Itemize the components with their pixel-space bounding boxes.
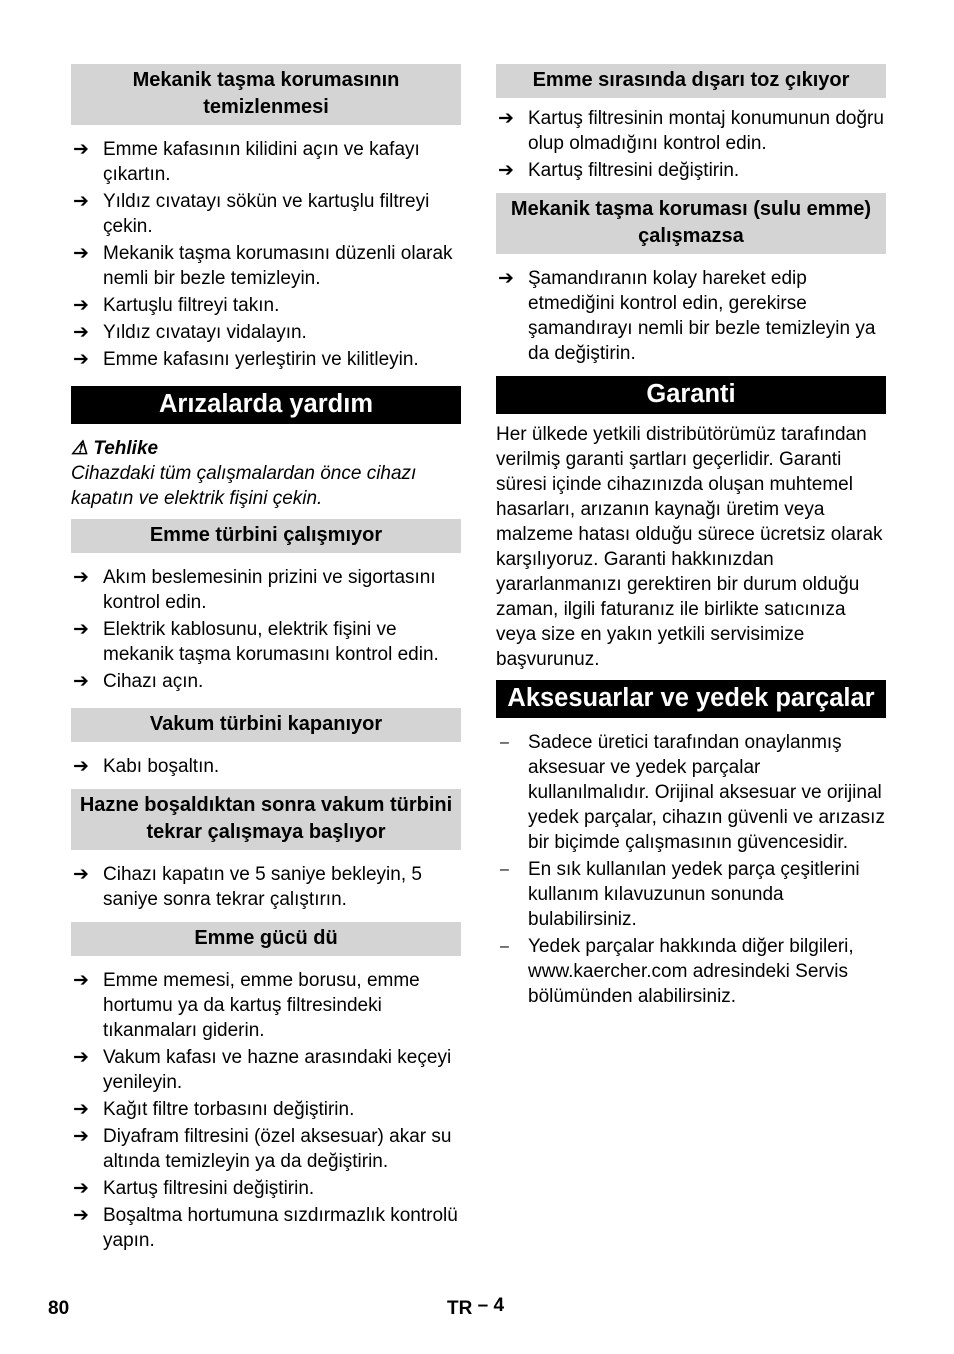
arrow-bullet-icon: ➔ xyxy=(498,160,514,181)
arrow-bullet-icon: ➔ xyxy=(498,268,514,289)
list-item-text: Kartuş filtresinin montaj konumunun doğru olup olmadığını kontrol edin. xyxy=(528,108,884,154)
list-item xyxy=(496,158,886,183)
list-item xyxy=(71,241,461,291)
list-item xyxy=(71,1176,461,1201)
list-item xyxy=(496,934,886,1009)
arrow-bullet-icon: ➔ xyxy=(498,108,514,129)
chapter-heading: Arızalarda yardım xyxy=(71,386,461,424)
list-item-text: Kabı boşaltın. xyxy=(103,756,220,777)
footer-section-number: – 4 xyxy=(477,1295,505,1316)
list-item xyxy=(71,565,461,615)
instruction-list xyxy=(71,754,461,779)
list-item-text: Cihazı açın. xyxy=(103,671,204,692)
dash-bullet-icon: – xyxy=(500,734,509,751)
warning-label: Tehlike xyxy=(93,438,159,459)
list-item-text: Boşaltma hortumuna sızdırmazlık kontrolü yapın. xyxy=(103,1205,458,1251)
list-item xyxy=(71,137,461,187)
dash-bullet-icon: – xyxy=(500,938,509,955)
list-item xyxy=(71,754,461,779)
list-item xyxy=(496,106,886,156)
warning-block xyxy=(71,436,461,511)
arrow-bullet-icon: ➔ xyxy=(73,567,89,588)
section-heading: Emme gücü dü xyxy=(71,922,461,956)
list-item-text: Yedek parçalar hakkında diğer bilgileri, www.kaercher.com adresindeki Servis bölümünden alabilirsiniz. xyxy=(528,936,854,1007)
list-item-text: Elektrik kablosunu, elektrik fişini ve mekanik taşma korumasını kontrol edin. xyxy=(103,619,439,665)
list-item xyxy=(496,730,886,855)
list-item xyxy=(71,617,461,667)
list-item-text: Akım beslemesinin prizini ve sigortasını kontrol edin. xyxy=(103,567,436,613)
list-item xyxy=(71,1097,461,1122)
section-heading: Vakum türbini kapanıyor xyxy=(71,708,461,742)
chapter-heading: Garanti xyxy=(496,376,886,414)
arrow-bullet-icon: ➔ xyxy=(73,139,89,160)
list-item-text: Kartuş filtresini değiştirin. xyxy=(528,160,740,181)
list-item xyxy=(71,968,461,1043)
list-item xyxy=(71,862,461,912)
arrow-bullet-icon: ➔ xyxy=(73,671,89,692)
list-item xyxy=(71,1124,461,1174)
arrow-bullet-icon: ➔ xyxy=(73,619,89,640)
list-item xyxy=(71,1045,461,1095)
list-item xyxy=(496,266,886,366)
list-item-text: En sık kullanılan yedek parça çeşitlerini kullanım kılavuzunun sonunda bulabilirsiniz. xyxy=(528,859,860,930)
list-item xyxy=(71,347,461,372)
arrow-bullet-icon: ➔ xyxy=(73,970,89,991)
warning-triangle-icon: ⚠ xyxy=(71,438,89,459)
list-item-text: Emme kafasının kilidini açın ve kafayı çıkartın. xyxy=(103,139,420,185)
warning-text: Cihazdaki tüm çalışmalardan önce cihazı kapatın ve elektrik fişini çekin. xyxy=(71,463,417,509)
section-heading: Mekanik taşma korumasının temizlenmesi xyxy=(71,64,461,125)
list-item-text: Sadece üretici tarafından onaylanmış aksesuar ve yedek parçalar kullanılmalıdır. Orijinal aksesuar ve orijinal yedek parçalar, cihazın güvenli ve arızasız bir biçimde çalışmasının güvencesidir. xyxy=(528,732,885,853)
instruction-list xyxy=(71,137,461,372)
list-item xyxy=(71,293,461,318)
list-item-text: Kartuş filtresini değiştirin. xyxy=(103,1178,315,1199)
footer-lang: TR xyxy=(447,1298,473,1319)
list-item xyxy=(496,857,886,932)
arrow-bullet-icon: ➔ xyxy=(73,1099,89,1120)
dash-bullet-icon: – xyxy=(500,861,509,878)
page-number: 80 xyxy=(48,1298,70,1319)
list-item-text: Yıldız cıvatayı sökün ve kartuşlu filtreyi çekin. xyxy=(103,191,430,237)
arrow-bullet-icon: ➔ xyxy=(73,243,89,264)
arrow-bullet-icon: ➔ xyxy=(73,191,89,212)
list-item-text: Mekanik taşma korumasını düzenli olarak nemli bir bezle temizleyin. xyxy=(103,243,453,289)
section-heading: Mekanik taşma koruması (sulu emme) çalışmazsa xyxy=(496,193,886,254)
instruction-list xyxy=(496,106,886,183)
chapter-heading: Aksesuarlar ve yedek parçalar xyxy=(496,680,886,718)
arrow-bullet-icon: ➔ xyxy=(73,322,89,343)
right-column xyxy=(496,64,886,1011)
list-item-text: Diyafram filtresini (özel aksesuar) akar su altında temizleyin ya da değiştirin. xyxy=(103,1126,452,1172)
arrow-bullet-icon: ➔ xyxy=(73,1047,89,1068)
left-column xyxy=(71,64,461,1255)
list-item xyxy=(71,1203,461,1253)
list-item-text: Kağıt filtre torbasını değiştirin. xyxy=(103,1099,355,1120)
instruction-list xyxy=(71,968,461,1253)
arrow-bullet-icon: ➔ xyxy=(73,1205,89,1226)
list-item-text: Emme memesi, emme borusu, emme hortumu ya da kartuş filtresindeki tıkanmaları giderin. xyxy=(103,970,420,1041)
list-item xyxy=(71,189,461,239)
list-item-text: Vakum kafası ve hazne arasındaki keçeyi yenileyin. xyxy=(103,1047,452,1093)
arrow-bullet-icon: ➔ xyxy=(73,1126,89,1147)
arrow-bullet-icon: ➔ xyxy=(73,756,89,777)
instruction-list xyxy=(71,565,461,694)
warranty-paragraph: Her ülkede yetkili distribütörümüz tarafından verilmiş garanti şartları geçerlidir. Garanti süresi içinde cihazınızda oluşan muhtemel hasarları, arızanın kaynağı üretim veya malzeme hatası olduğu sürece ücretsiz olarak karşılıyoruz. Garanti hakkınızdan yararlanmanızı gerektiren bir durum olduğu zaman, ilgili faturanız ile birlikte satıcınıza veya size en yakın yetkili servisimize başvurunuz. xyxy=(496,424,883,670)
section-heading: Emme sırasında dışarı toz çıkıyor xyxy=(496,64,886,98)
list-item xyxy=(71,320,461,345)
arrow-bullet-icon: ➔ xyxy=(73,295,89,316)
list-item-text: Emme kafasını yerleştirin ve kilitleyin. xyxy=(103,349,419,370)
list-item-text: Şamandıranın kolay hareket edip etmediğini kontrol edin, gerekirse şamandırayı nemli bir bezle temizleyin ya da değiştirin. xyxy=(528,268,876,364)
section-heading: Emme türbini çalışmıyor xyxy=(71,519,461,553)
arrow-bullet-icon: ➔ xyxy=(73,349,89,370)
arrow-bullet-icon: ➔ xyxy=(73,1178,89,1199)
footer-section xyxy=(447,1295,505,1320)
list-item-text: Yıldız cıvatayı vidalayın. xyxy=(103,322,307,343)
section-heading: Hazne boşaldıktan sonra vakum türbini tekrar çalışmaya başlıyor xyxy=(71,789,461,850)
arrow-bullet-icon: ➔ xyxy=(73,864,89,885)
list-item-text: Cihazı kapatın ve 5 saniye bekleyin, 5 saniye sonra tekrar çalıştırın. xyxy=(103,864,422,910)
instruction-list xyxy=(71,862,461,912)
dash-list xyxy=(496,730,886,1009)
instruction-list xyxy=(496,266,886,366)
list-item-text: Kartuşlu filtreyi takın. xyxy=(103,295,280,316)
list-item xyxy=(71,669,461,694)
